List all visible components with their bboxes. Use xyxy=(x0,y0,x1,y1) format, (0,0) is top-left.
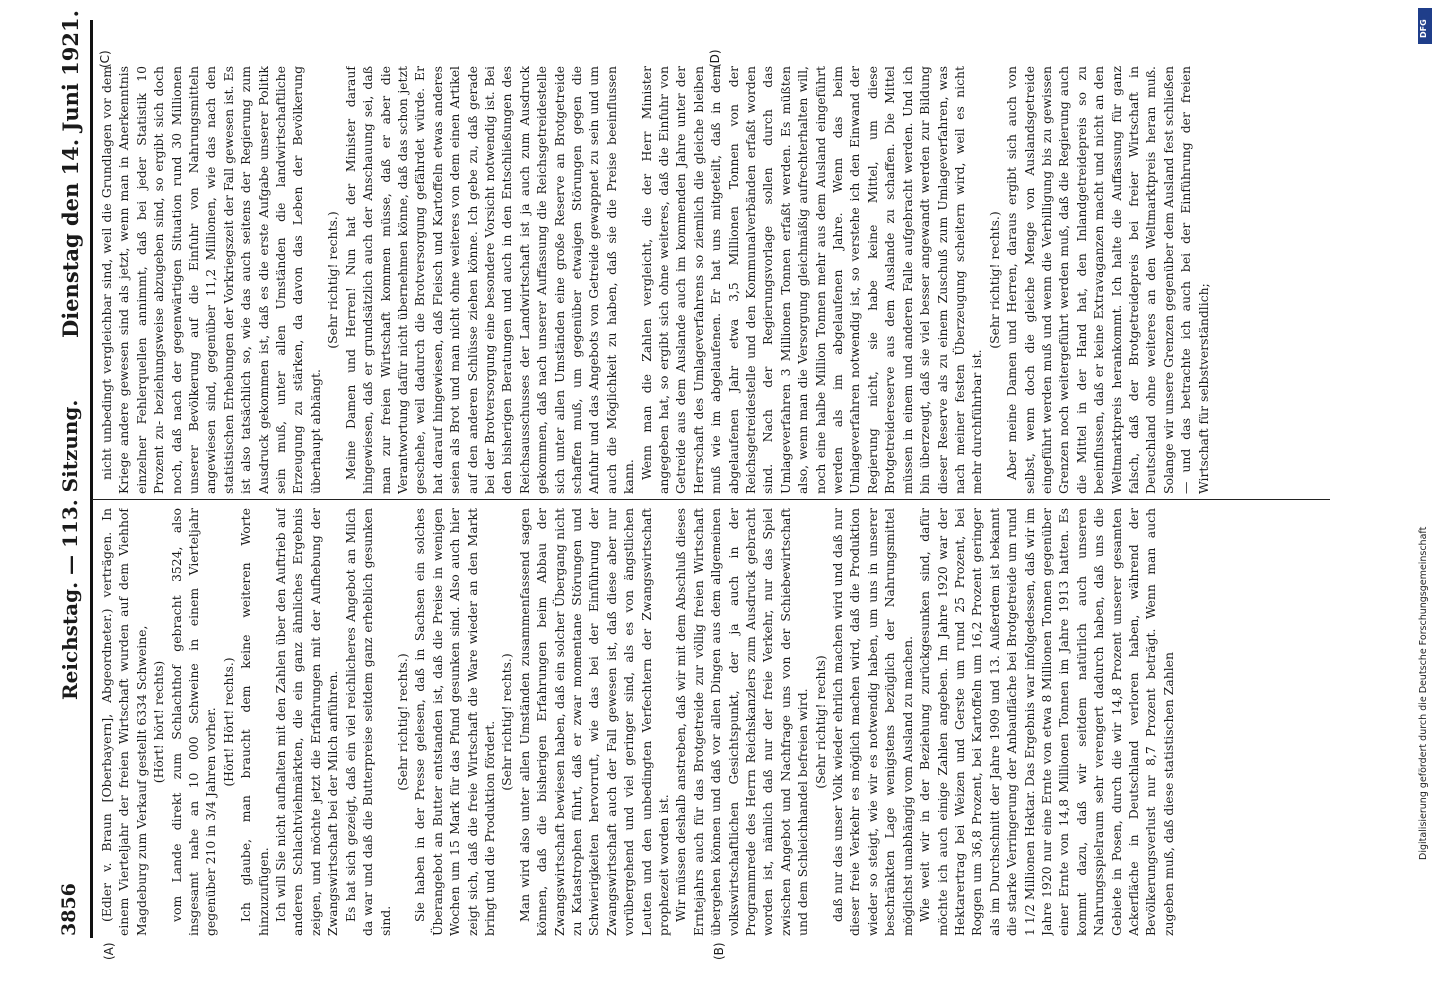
paragraph: Wie weit wir in der Beziehung zurückgesunken sind, dafür möchte ich auch einige Zahlen angeben. Im Jahre 1920 war der Hektarertrag bei Weizen und Gerste um rund 25 Prozent, bei Roggen um 36,8 Prozent, bei Kartoffeln um 16,2 Prozent geringer als im Durchschnitt der Jahre 1909 und 13. Außerdem ist bekannt die starke Verringerung der Anbaufläche bei Brotgetreide um rund 1 1/2 Millionen Hektar. Das Ergebnis war infolgedessen, daß wir im Jahre 1920 nur eine Ernte von etwa 8 Millionen Tonnen gegenüber einer Ernte von 14,8 Millionen Tonnen im Jahre 1913 hatten. Es kommt dazu, daß wir seitdem natürlich auch unseren Nahrungsspielraum sehr verengert dadurch haben, daß uns die Gebiete in Posen, durch die wir 14,8 Prozent unserer gesamten Ackerfläche in Deutschland verloren haben, während der Bevölkerungsverlust nur 8,7 Prozent beträgt. Wenn man auch zugeben muß, daß diese statistischen Zahlen xyxy=(917,508,1176,936)
interjection: (Sehr richtig! rechts.) xyxy=(394,653,410,791)
paragraph: Ich glaube, man braucht dem keine weiteren Worte hinzuzufügen. xyxy=(238,508,271,936)
interjection: (Sehr richtig! rechts.) xyxy=(325,211,341,349)
interjection: (Hört! hört! rechts) xyxy=(151,660,167,784)
dfg-logo xyxy=(1418,8,1432,44)
paragraph: Ich will Sie nicht aufhalten mit den Zahlen über den Auftrieb auf anderen Schlachtviehmärkten, die ein ganz ähnliches Ergebnis zeigen, und möchte jetzt die Erfahrungen mit der Aufhebung der Zwangswirtschaft bei der Milch anführen. xyxy=(273,508,341,936)
digitization-note xyxy=(1418,10,1432,990)
dfg-logo-text: DFG xyxy=(1419,19,1428,38)
paragraph: Man wird also unter allen Umständen zusammenfassend sagen können, daß die bisherigen Erfahrungen beim Abbau der Zwangswirtschaft bewiesen haben, daß ein solcher Übergang nicht zu Katastrophen führt, daß er zwar momentane Störungen und Schwierigkeiten hervorruft, wie das bei der Einführung der Zwangswirtschaft auch der Fall gewesen ist, daß diese aber nur vorübergehend und viel geringer sind, als es von ängstlichen Leuten und den unbedingten Verfechtern der Zwangswirtschaft prophezeit worden ist. xyxy=(516,508,671,936)
paragraph: Sie haben in der Presse gelesen, daß in Sachsen ein solches Überangebot an Butter entstanden ist, daß die Preise in wenigen Wochen um 15 Mark für das Pfund gesunken sind. Also auch hier zeigt sich, daß die freie Wirtschaft die Ware wieder an den Markt bringt und die Produktion fördert. xyxy=(412,508,497,936)
paragraph: Wir müssen deshalb anstreben, daß wir mit dem Abschluß dieses Erntejahrs auch für das Brotgetreide zur völlig freien Wirtschaft übergehen können und daß vor allen Dingen aus dem allgemeinen volkswirtschaftlichen Gesichtspunkt, der ja auch in der Programmrede des Herrn Reichskanzlers zum Ausdruck gebracht worden ist, nämlich daß nur der freie Verkehr, nur das Spiel zwischen Angebot und Nachfrage uns von der Schiebewirtschaft und dem Schleichhandel befreien wird. xyxy=(673,508,811,936)
interjection: (Sehr richtig! rechts.) xyxy=(499,653,515,791)
paragraph: vom Lande direkt zum Schlachthof gebracht 3524, also insgesamt nahe an 10 000 Schweine in einem Vierteljahr gegenüber 210 in 3/4 Jahren vorher. xyxy=(168,508,219,936)
paragraph: Es hat sich gezeigt, daß ein viel reichlicheres Angebot an Milch da war und daß die Butterpreise seitdem ganz erheblich gesunken sind. xyxy=(342,508,393,936)
page-header-left: Reichstag. — 113. Sitzung. xyxy=(58,399,82,700)
interjection: (Sehr richtig! rechts.) xyxy=(986,211,1002,349)
page-number: 3856 xyxy=(58,883,80,936)
page-header-right: Dienstag den 14. Juni 1921. xyxy=(58,10,83,338)
digitization-text: Digitalisierung gefördert durch die Deutsche Forschungsgemeinschaft xyxy=(1418,526,1429,860)
margin-mark-b: (B) xyxy=(712,942,726,960)
paragraph: Aber meine Damen und Herren, daraus ergibt sich auch von selbst, wenn doch die gleiche Menge von Auslandsgetreide eingeführt werden muß und wenn die Verbilligung bis zu gewissen Grenzen noch weitergeführt werden muß, daß die Regierung auch die Mittel in der Hand hat, den Inlandgetreidepreis so zu beeinflussen, daß er keine Extravaganzen macht und nicht an den Weltmarktpreis herankommt. Ich halte die Auffassung für ganz falsch, daß der Brotgetreidepreis bei freier Wirtschaft in Deutschland ohne weiteres an den Weltmarktpreis heran muß. Solange wir unsere Grenzen gegenüber dem Ausland fest schließen — und das betrachte ich auch bei der Einführung der freien Wirtschaft für selbstverständlich; xyxy=(1004,66,1211,494)
margin-mark-a: (A) xyxy=(102,942,116,960)
paragraph: Wenn man die Zahlen vergleicht, die der Herr Minister angegeben hat, so ergibt sich ohne weiteres, daß die Einfuhr von Getreide aus dem Auslande auch im kommenden Jahre unter der Herrschaft des Umlageverfahrens so ziemlich die gleiche bleiben muß wie im abgelaufenen. Er hat uns mitgeteilt, daß in dem abgelaufenen Jahr etwa 3,5 Millionen Tonnen von der Reichsgetreidestelle und den Kommunalverbänden erfaßt worden sind. Nach der Regierungsvorlage sollen durch das Umlageverfahren 3 Millionen Tonnen erfaßt werden. Es müßten also, wenn man die Versorgung gleichmäßig aufrechterhalten will, noch eine halbe Million Tonnen mehr aus dem Ausland eingeführt werden als im abgelaufenen Jahre. Wenn das beim Umlageverfahren notwendig ist, so verstehe ich den Einwand der Regierung nicht, sie habe keine Mittel, um diese Brotgetreidereserve aus dem Auslande zu schaffen. Die Mittel müssen in einem und anderen Falle aufgebracht werden. Und ich bin überzeugt, daß sie viel besser angewandt werden zur Bildung dieser Reserve als zu einem Zuschuß zum Umlageverfahren, was nach meiner festen Überzeugung scheitern wird, weil es nicht mehr durchführbar ist. xyxy=(638,66,985,494)
paragraph: Meine Damen und Herren! Nun hat der Minister darauf hingewiesen, daß er grundsätzlich auch der Anschauung sei, daß man zur freien Wirtschaft kommen müsse, daß er aber die Verantwortung dafür nicht übernehmen könne, daß das schon jetzt geschehe, weil dadurch die Brotversorgung gefährdet würde. Er hat darauf hingewiesen, daß Fleisch und Kartoffeln etwas anderes seien als Brot und man nicht ohne weiteres von dem einen Artikel auf den anderen Schlüsse ziehen könne. Ich gebe zu, daß gerade bei der Brotversorgung eine besondere Vorsicht notwendig ist. Bei den bisherigen Beratungen und auch in den Entschließungen des Reichsausschusses der Landwirtschaft ist ja auch zum Ausdruck gekommen, daß nach unserer Auffassung die Reichsgetreidestelle sich unter allen Umständen eine große Reserve an Brotgetreide schaffen muß, um gegenüber etwaigen Störungen gegen die Anfuhr und das Angebots von Getreide gewappnet zu sein und um auch die Möglichkeit zu haben, daß sie die Preise beeinflussen kann. xyxy=(342,66,637,494)
left-text-column xyxy=(98,508,1328,936)
paragraph: nicht unbedingt vergleichbar sind, weil die Grundlagen vor dem Kriege andere gewesen sind als jetzt, wenn man in Anerkenntnis einzelner Fehlerquellen annimmt, daß bei jeder Statistik 10 Prozent zu- beziehungsweise abzugeben sind, so ergibt sich doch noch, daß nach der gegenwärtigen Situation rund 30 Millionen unserer Bevölkerung auf die Einfuhr von Nahrungsmitteln angewiesen sind, gegenüber 11,2 Millionen, wie das nach den statistischen Erhebungen der Vorkriegszeit der Fall gewesen ist. Es ist also tatsächlich so, wie das auch seitens der Regierung zum Ausdruck gekommen ist, daß es die erste Aufgabe unserer Politik sein muß, unter allen Umständen die landwirtschaftliche Erzeugung zu stärken, da davon das Leben der Bevölkerung überhaupt abhängt. xyxy=(99,66,323,494)
paragraph: daß nur das unser Volk wieder ehrlich machen wird und daß nur dieser freie Verkehr es möglich machen wird, daß die Produktion wieder so steigt, wie wir es notwendig haben, um uns in unserer beschränkten Lage wenigstens bezüglich der Nahrungsmittel möglichst unabhängig vom Ausland zu machen. xyxy=(830,508,915,936)
paragraph: (Edler v. Braun [Oberbayern], Abgeordneter.) verträgen. In einem Vierteljahr der freien Wirtschaft wurden auf dem Viehhof Magdeburg zum Verkauf gestellt 6334 Schweine, xyxy=(99,508,149,936)
margin-mark-c: (C) xyxy=(98,50,112,68)
header-rule xyxy=(90,20,93,938)
column-divider xyxy=(92,499,1330,500)
right-text-column xyxy=(98,66,1328,494)
margin-mark-d: (D) xyxy=(708,49,722,68)
interjection: (Hört! Hört! rechts.) xyxy=(220,657,236,787)
interjection: (Sehr richtig! rechts) xyxy=(812,655,828,789)
